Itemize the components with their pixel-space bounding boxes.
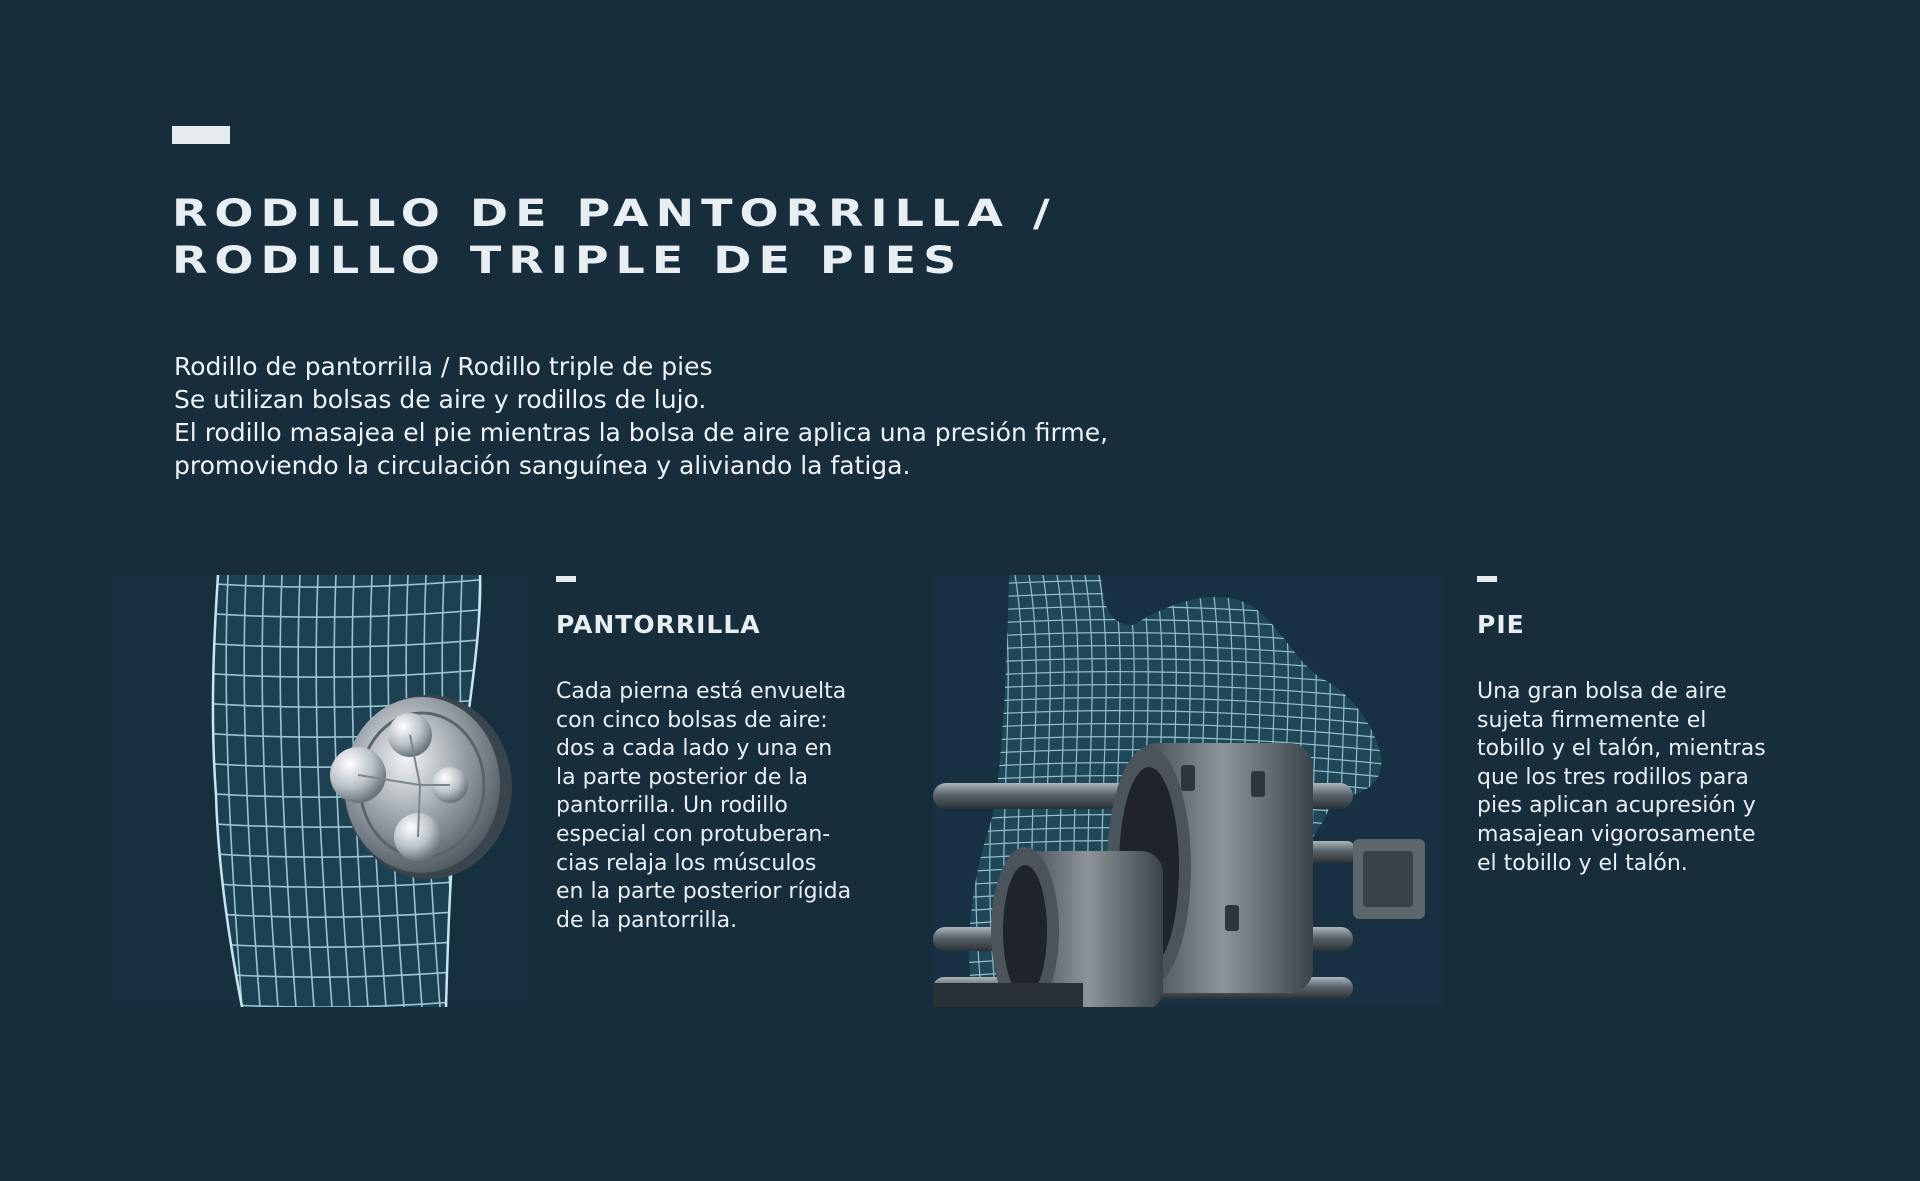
calf-section-title: PANTORRILLA bbox=[556, 610, 761, 639]
calf-accent-bar bbox=[556, 576, 576, 582]
calf-text-line: Cada pierna está envuelta bbox=[556, 679, 847, 704]
page-title-line-2: RODILLO TRIPLE DE PIES bbox=[172, 237, 964, 282]
foot-accent-bar bbox=[1477, 576, 1497, 582]
foot-text-line: masajean vigorosamente bbox=[1477, 821, 1756, 847]
foot-wireframe-image bbox=[933, 575, 1443, 1007]
title-accent-bar bbox=[172, 126, 230, 144]
calf-text-line: cias relaja los músculos bbox=[556, 850, 817, 876]
page-title-line-1: RODILLO DE PANTORRILLA / bbox=[172, 190, 1057, 236]
calf-text-line: con cinco bolsas de aire: bbox=[556, 707, 828, 733]
calf-section-text bbox=[556, 678, 851, 935]
intro-line-3: El rodillo masajea el pie mientras la bolsa de aire aplica una presión firme, bbox=[174, 418, 1109, 447]
foot-text-line: que los tres rodillos para bbox=[1477, 764, 1749, 790]
calf-text-line: pantorrilla. Un rodillo bbox=[556, 793, 788, 819]
intro-line-4: promoviendo la circulación sanguínea y aliviando la fatiga. bbox=[174, 451, 911, 480]
calf-text-line: la parte posterior de la bbox=[556, 764, 809, 790]
foot-text-line: Una gran bolsa de aire bbox=[1477, 679, 1727, 704]
page-title bbox=[172, 190, 1057, 283]
calf-wireframe-image bbox=[110, 575, 530, 1007]
calf-text-line: de la pantorrilla. bbox=[556, 907, 738, 933]
intro-line-2: Se utilizan bolsas de aire y rodillos de lujo. bbox=[174, 385, 707, 414]
calf-text-line: dos a cada lado y una en bbox=[556, 736, 833, 762]
foot-text-line: sujeta firmemente el bbox=[1477, 707, 1707, 733]
foot-section-text bbox=[1477, 678, 1766, 878]
foot-text-line: tobillo y el talón, mientras bbox=[1477, 736, 1766, 762]
foot-section-title: PIE bbox=[1477, 610, 1525, 639]
calf-text-line: especial con protuberan- bbox=[556, 821, 831, 847]
calf-text-line: en la parte posterior rígida bbox=[556, 879, 852, 905]
intro-line-1: Rodillo de pantorrilla / Rodillo triple de pies bbox=[174, 352, 713, 381]
foot-text-line: pies aplican acupresión y bbox=[1477, 793, 1756, 819]
foot-text-line: el tobillo y el talón. bbox=[1477, 850, 1688, 876]
intro-text bbox=[174, 350, 1108, 482]
